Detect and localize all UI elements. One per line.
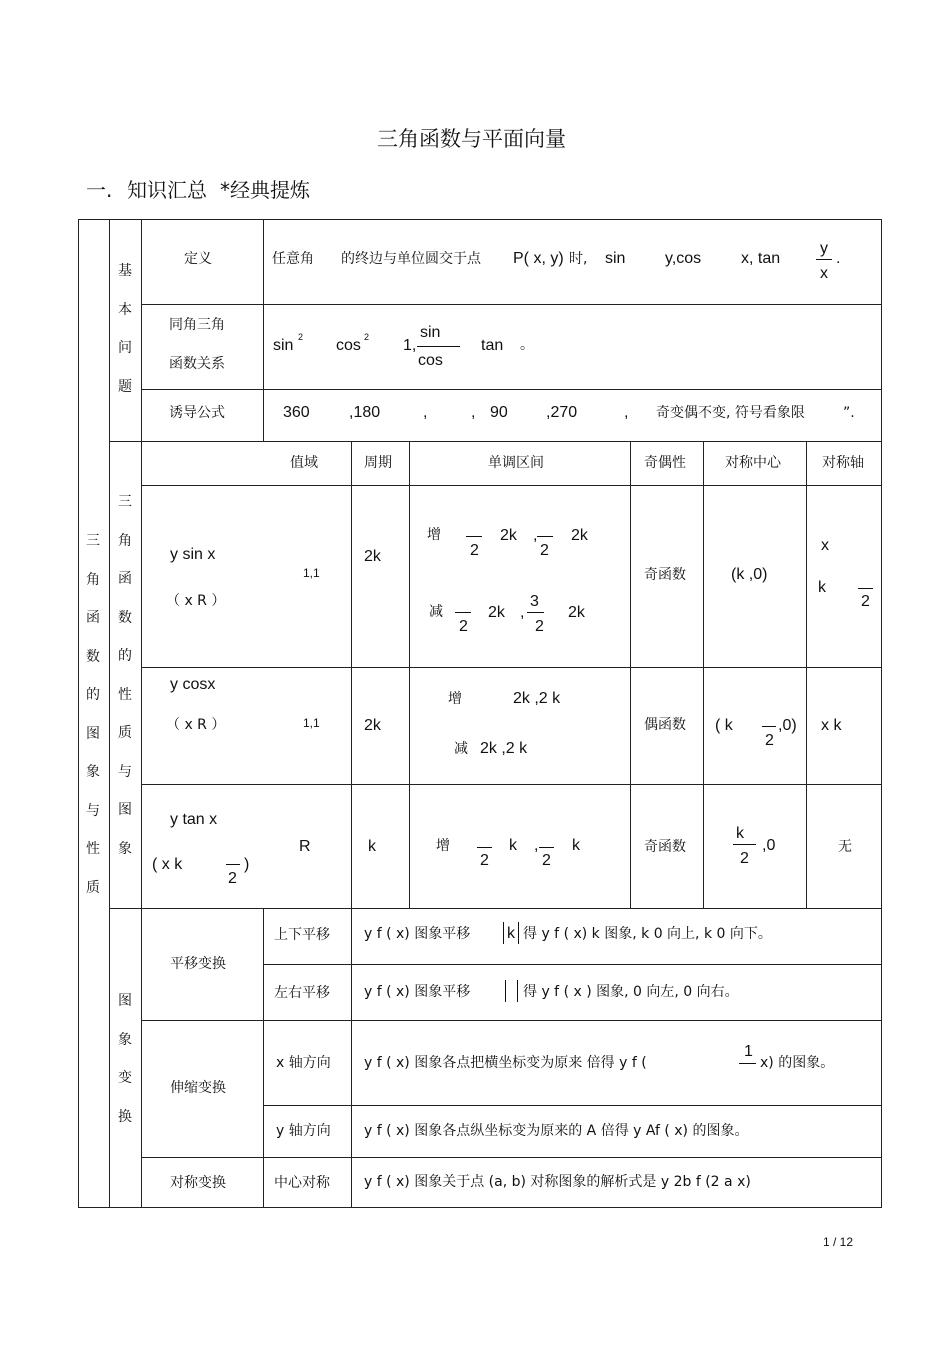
induction-comma-1: , [423,404,428,421]
center-symmetry-text: y f ( x) 图象关于点 (a, b) 对称图象的解析式是 y 2b f (2 a x) [364,1174,751,1190]
abs-bar-left-1 [503,922,504,944]
cos-decrease-value: 2k ,2 k [480,740,528,757]
induction-comma-3: , [624,404,629,421]
sin-dec-2k-1: 2k [488,604,505,621]
tan-inc-k-2: k [572,837,580,854]
center-symmetry-label: 中心对称 [274,1175,330,1191]
definition-sin: sin [605,250,626,267]
x-direction-text: y f ( x) 图象各点把横坐标变为原来 倍得 y f ( [364,1055,647,1071]
tan-inc-den-1: 2 [480,852,489,869]
induction-270: ,270 [546,404,578,421]
sin-period: 2k [364,548,381,565]
cos-center-b: ,0) [778,717,797,734]
page-number: 1 / 12 [823,1235,854,1249]
induction-180: ,180 [349,404,381,421]
tan-axis: 无 [838,839,852,855]
stretch-label: 伸缩变换 [170,1080,226,1096]
definition-end: . [836,250,841,267]
section-number: 一. [86,178,113,202]
sin-function: y sin x [170,546,216,563]
tan-parity: 奇函数 [644,839,686,855]
same-angle-sup-1: 2 [298,332,304,342]
cos-function: y cosx [170,676,216,693]
up-down-k: k [507,925,515,942]
sin-axis-k: k [818,579,826,596]
header-parity: 奇偶性 [644,455,686,471]
sin-dec-den-2: 2 [535,618,544,635]
induction-comma-2: , [471,404,476,421]
header-axis: 对称轴 [822,455,864,471]
definition-point: P( x, y) [513,250,564,267]
left-column-label: 三角函数的图象与性质 [86,533,100,896]
cos-axis: x k [821,717,842,734]
sin-dec-bar-2 [527,612,544,613]
same-angle-fraction-numerator: sin [420,324,441,341]
abs-bar-right-2 [517,980,518,1002]
sin-dec-den-1: 2 [459,618,468,635]
same-angle-label-1: 同角三角 [169,317,225,333]
induction-90: 90 [490,404,508,421]
sin-axis-den: 2 [861,593,870,610]
sin-dec-2k-2: 2k [568,604,585,621]
x-direction-label: x 轴方向 [276,1055,331,1071]
tan-function: y tan x [170,811,218,828]
x-direction-num: 1 [744,1043,753,1060]
sin-dec-num: 3 [530,593,539,610]
definition-text-2: 的终边与单位圆交于点 [341,251,481,267]
tan-inc-den-2: 2 [542,852,551,869]
tan-range: R [299,838,311,855]
abs-bar-right-1 [518,922,519,944]
sin-axis-bar [858,588,873,589]
tan-center-bar [733,844,756,845]
sin-parity: 奇函数 [644,567,686,583]
cos-center-den: 2 [765,732,774,749]
definition-label: 定义 [184,251,212,267]
tan-domain-b: ) [244,856,250,873]
tan-inc-k-1: k [509,837,517,854]
header-monotonic: 单调区间 [488,455,544,471]
cos-center-bar [762,726,776,727]
same-angle-label-2: 函数关系 [169,356,225,372]
cos-center-a: ( k [715,717,733,734]
sin-inc-bar-1 [466,536,482,537]
symmetry-label: 对称变换 [170,1175,226,1191]
cos-increase-label: 增 [448,691,462,707]
cos-increase-value: 2k ,2 k [513,690,561,707]
definition-xtan: x, tan [741,250,781,267]
tan-inc-bar-1 [477,847,492,848]
up-down-text-2: 得 y f ( x) k 图象, k 0 向上, k 0 向下。 [523,926,772,942]
tan-domain-bar [226,864,240,865]
section-title: 知识汇总 [127,178,207,202]
up-down-label: 上下平移 [274,927,330,943]
same-angle-one: 1, [403,337,417,354]
same-angle-end: 。 [520,337,534,353]
definition-fraction-bar [816,259,832,260]
left-right-text-2: 得 y f ( x ) 图象, 0 向左, 0 向右。 [523,984,739,1000]
sin-domain: （ x R ） [166,593,226,609]
tan-center-num: k [736,825,744,842]
cos-parity: 偶函数 [644,717,686,733]
same-angle-sup-2: 2 [364,332,370,342]
cos-decrease-label: 减 [454,741,468,757]
same-angle-sin: sin [273,337,294,354]
sin-range: 1,1 [303,566,320,580]
tan-domain-den: 2 [228,870,237,887]
tan-inc-comma: , [534,837,539,854]
abs-bar-left-2 [505,980,506,1002]
tan-inc-bar-2 [539,847,554,848]
sin-axis-x: x [821,537,829,554]
sin-inc-comma: , [533,527,538,544]
same-angle-tan: tan [481,337,504,354]
y-direction-label: y 轴方向 [276,1123,331,1139]
cos-period: 2k [364,717,381,734]
tan-center-b: ,0 [762,837,776,854]
cos-range: 1,1 [303,716,320,730]
induction-rule: 奇变偶不变, 符号看象限 [656,405,805,421]
x-direction-bar [739,1063,756,1064]
definition-ycos: y,cos [665,250,702,267]
header-period: 周期 [364,455,392,471]
tan-increase-label: 增 [436,838,450,854]
induction-end: ”. [843,405,855,421]
left-right-label: 左右平移 [274,985,330,1001]
basic-group-label: 基本问题 [118,263,132,395]
cos-domain: （ x R ） [166,717,226,733]
sin-dec-comma: , [520,604,525,621]
sin-inc-den-2: 2 [540,542,549,559]
definition-text: 任意角 [272,251,314,267]
tan-center-den: 2 [740,850,749,867]
definition-when: 时, [569,251,588,267]
same-angle-fraction-denominator: cos [418,352,443,369]
sin-decrease-label: 减 [429,604,443,620]
sin-increase-label: 增 [427,527,441,543]
props-group-label: 三角函数的性质与图象 [118,494,132,857]
up-down-text: y f ( x) 图象平移 [364,926,471,942]
same-angle-fraction-bar [417,346,460,347]
shift-label: 平移变换 [170,956,226,972]
section-subtitle: *经典提炼 [220,178,310,202]
y-direction-text: y f ( x) 图象各点纵坐标变为原来的 A 倍得 y Af ( x) 的图象。 [364,1123,749,1139]
header-center: 对称中心 [725,455,781,471]
sin-inc-2k-2: 2k [571,527,588,544]
sin-inc-bar-2 [537,536,553,537]
sin-inc-den-1: 2 [470,542,479,559]
header-range: 值域 [290,455,318,471]
sin-inc-2k-1: 2k [500,527,517,544]
x-direction-end: x) 的图象。 [760,1055,835,1071]
left-right-text: y f ( x) 图象平移 [364,984,471,1000]
induction-label: 诱导公式 [169,405,225,421]
transform-group-label: 图象变换 [118,993,132,1125]
page-title: 三角函数与平面向量 [377,127,566,151]
definition-fraction-denominator: x [820,265,828,282]
sin-center: (k ,0) [731,566,768,583]
induction-360: 360 [283,404,310,421]
sin-dec-bar-1 [455,612,471,613]
same-angle-cos: cos [336,337,361,354]
definition-fraction-numerator: y [820,240,828,257]
tan-domain-a: ( x k [152,856,183,873]
tan-period: k [368,838,376,855]
